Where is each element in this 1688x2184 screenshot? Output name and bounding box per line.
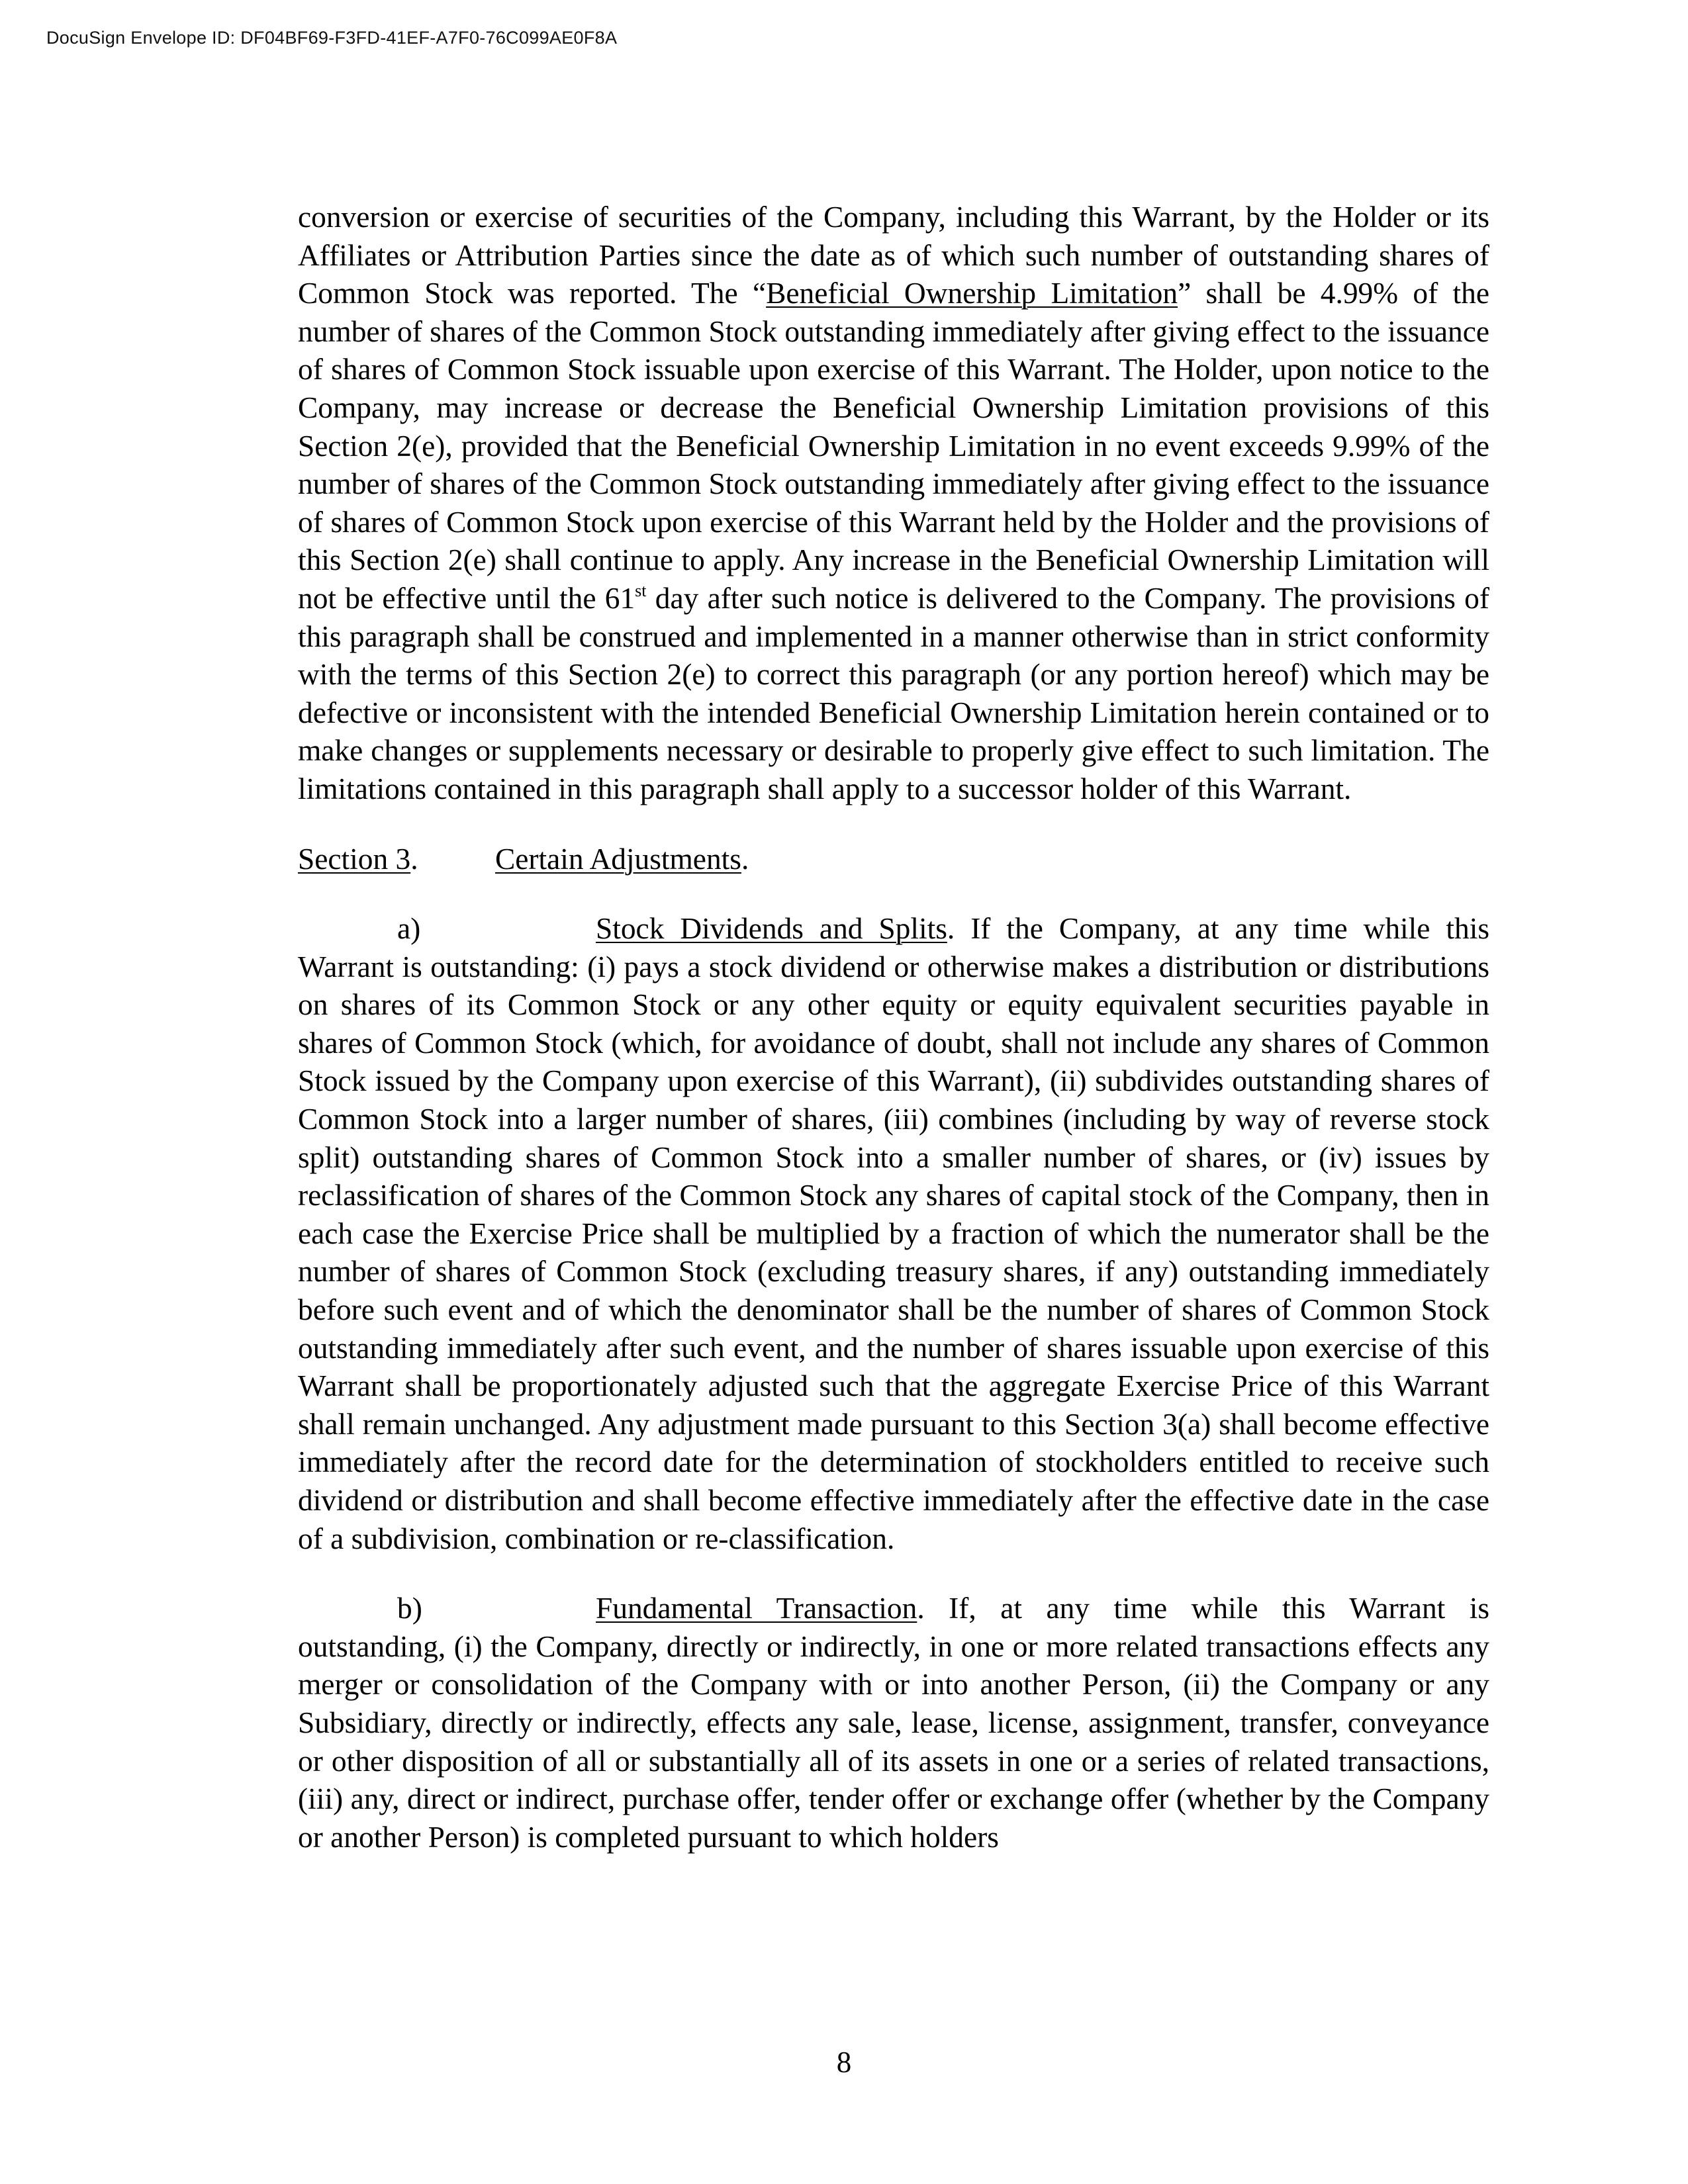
defined-term-beneficial-ownership-limitation: Beneficial Ownership Limitation [766, 277, 1178, 310]
item-a-label: a) [397, 912, 421, 946]
paragraph-text: ” shall be 4.99% of the number of shares of the Common Stock outstanding immediately after giving effect to the issuance of shares of Common Stock issuable upon exercise of this Warrant. The Holder, upon notice to the Company, may increase or decrease the Beneficial Ownership Limitation provisions of this Section 2(e), provided that the Beneficial Ownership Limitation in no event exceeds 9.99% of the number of shares of the Common Stock outstanding immediately after giving effect to the issuance of shares of Common Stock upon exercise of this Warrant held by the Holder and the provisions of this Section 2(e) shall continue to apply. Any increase in the Beneficial Ownership Limitation will not be effective until the 61 [298, 277, 1489, 615]
item-b-title: Fundamental Transaction [596, 1592, 917, 1625]
paragraph-text: day after such notice is delivered to the Company. The provisions of this paragraph shall be construed and implemented in a manner otherwise than in strict conformity with the terms of this Section 2(e) to correct this paragraph (or any portion hereof) which may be defective or inconsistent with the intended Beneficial Ownership Limitation herein contained or to make changes or supplements necessary or desirable to properly give effect to such limitation. The limitations contained in this paragraph shall apply to a successor holder of this Warrant. [298, 581, 1489, 805]
section-label [298, 841, 495, 879]
item-a-title: Stock Dividends and Splits [596, 912, 947, 946]
section-number-punct: . [410, 842, 418, 876]
ordinal-superscript: st [635, 580, 647, 600]
docusign-envelope-id: DocuSign Envelope ID: DF04BF69-F3FD-41EF-A7F0-76C099AE0F8A [46, 28, 618, 48]
item-a-text: . If the Company, at any time while this Warrant is outstanding: (i) pays a stock dividend or otherwise makes a distribution or distributions on shares of its Common Stock or any other equity or equity equivalent securities payable in shares of Common Stock (which, for avoidance of doubt, shall not include any shares of Common Stock issued by the Company upon exercise of this Warrant), (ii) subdivides outstanding shares of Common Stock into a larger number of shares, (iii) combines (including by way of reverse stock split) outstanding shares of Common Stock into a smaller number of shares, or (iv) issues by reclassification of shares of the Common Stock any shares of capital stock of the Company, then in each case the Exercise Price shall be multiplied by a fraction of which the numerator shall be the number of shares of Common Stock (excluding treasury shares, if any) outstanding immediately before such event and of which the denominator shall be the number of shares of Common Stock outstanding immediately after such event, and the number of shares issuable upon exercise of this Warrant shall be proportionately adjusted such that the aggregate Exercise Price of this Warrant shall remain unchanged. Any adjustment made pursuant to this Section 3(a) shall become effective immediately after the record date for the determination of stockholders entitled to receive such dividend or distribution and shall become effective immediately after the effective date in the case of a subdivision, combination or re-classification. [298, 912, 1489, 1555]
section-number: Section 3 [298, 842, 411, 876]
document-body [298, 199, 1489, 1856]
paragraph-text: conversion or exercise of securities of the Company, including this Warrant, by the Holder or its Affiliates or Attribution Parties since the date as of which such number of outstanding shares of Common Stock was reported. The “ [298, 201, 1489, 310]
item-b-label: b) [397, 1592, 422, 1625]
section-3-heading [298, 841, 1489, 879]
page-number: 8 [836, 2046, 852, 2079]
beneficial-ownership-paragraph [298, 199, 1489, 809]
section-title-punct: . [741, 842, 749, 876]
item-b-text: . If, at any time while this Warrant is outstanding, (i) the Company, directly or indirectly, in one or more related transactions effects any merger or consolidation of the Company with or into another Person, (ii) the Company or any Subsidiary, directly or indirectly, effects any sale, lease, license, assignment, transfer, conveyance or other disposition of all or substantially all of its assets in one or a series of related transactions, (iii) any, direct or indirect, purchase offer, tender offer or exchange offer (whether by the Company or another Person) is completed pursuant to which holders [298, 1592, 1490, 1854]
item-a-paragraph [298, 910, 1489, 1558]
section-title: Certain Adjustments [495, 842, 741, 876]
item-b-paragraph [298, 1590, 1489, 1856]
